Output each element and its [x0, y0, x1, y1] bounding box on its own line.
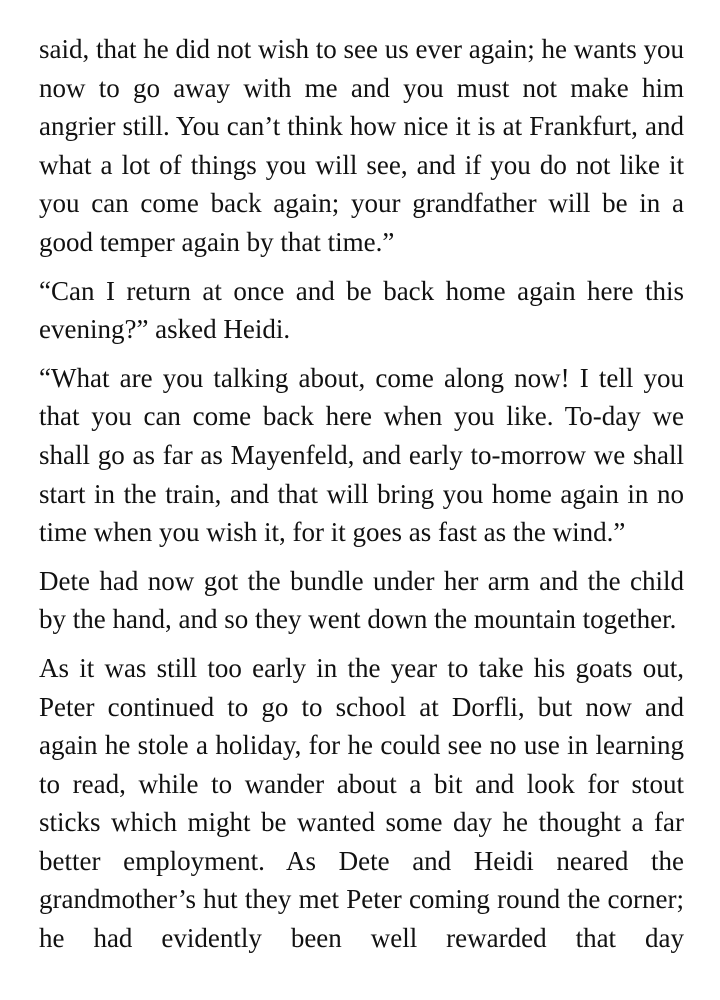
paragraph-1: said, that he did not wish to see us ever again; he wants you now to go away with me and you must not make him angrier still. You can’t think how nice it is at Frankfurt, and what a lot of things you will see, and if you do not like it you can come back again; your grandfather will be in a good temper again by that time.”: [39, 34, 684, 257]
paragraph-4: Dete had now got the bundle under her arm and the child by the hand, and so they went down the mountain together.: [39, 565, 684, 635]
paragraph-5: As it was still too early in the year to take his goats out, Peter continued to go to school at Dorfli, but now and again he stole a holiday, for he could see no use in learning to read, while to wander about a bit and look for stout sticks which might be wanted some day he thought a far better employment. As Dete and Heidi neared the grandmother’s hut they met Peter coming round the corner; he had evidently been well rewarded that day: [39, 652, 684, 954]
paragraph-2: “Can I return at once and be back home again here this evening?” asked Heidi.: [39, 275, 684, 345]
page-text: [39, 30, 684, 968]
paragraph-3: “What are you talking about, come along now! I tell you that you can come back here when you like. To-day we shall go as far as Mayenfeld, and early to-morrow we shall start in the train, and that will bring you home again in no time when you wish it, for it goes as fast as the wind.”: [39, 362, 684, 548]
